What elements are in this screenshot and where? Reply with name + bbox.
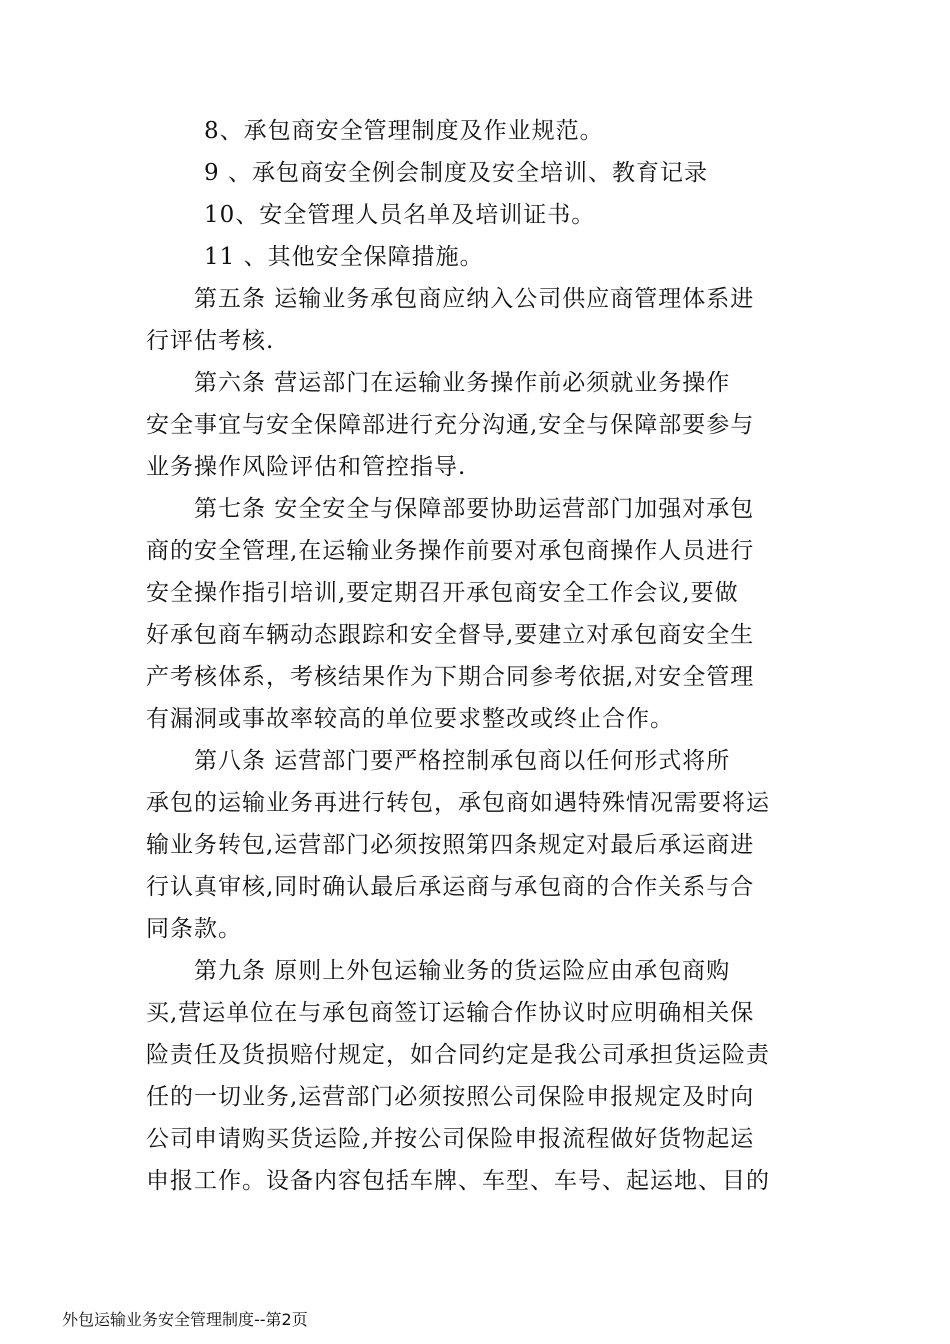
article-6-line-2: 安全事宜与安全保障部进行充分沟通,安全与保障部要参与 [146,412,755,438]
article-8-line-4: 行认真审核,同时确认最后承运商与承包商的合作关系与合 [146,874,755,900]
article-8-line-3: 输业务转包,运营部门必须按照第四条规定对最后承运商进 [146,832,755,858]
page-footer: 外包运输业务安全管理制度--第2页 [62,1310,308,1329]
list-item-11: 11 、其他安全保障措施。 [204,244,484,270]
article-7-line-4: 好承包商车辆动态跟踪和安全督导,要建立对承包商安全生 [146,622,755,648]
article-9-line-4: 任的一切业务,运营部门必须按照公司保险申报规定及时向 [146,1084,755,1110]
article-9-line-6: 申报工作。设备内容包括车牌、车型、车号、起运地、目的 [146,1168,770,1194]
article-6-line-1: 第六条 营运部门在运输业务操作前必须就业务操作 [194,370,731,396]
article-9-line-3: 险责任及货损赔付规定，如合同约定是我公司承担货运险责 [146,1042,770,1068]
list-item-10: 10、安全管理人员名单及培训证书。 [204,202,596,228]
article-7-line-1: 第七条 安全安全与保障部要协助运营部门加强对承包 [194,496,755,522]
article-7-line-5: 产考核体系，考核结果作为下期合同参考依据,对安全管理 [146,664,755,690]
article-8-line-5: 同条款。 [146,916,242,942]
article-5-line-1: 第五条 运输业务承包商应纳入公司供应商管理体系进 [194,286,755,312]
list-item-9: 9 、承包商安全例会制度及安全培训、教育记录 [204,160,708,186]
article-7-line-2: 商的安全管理,在运输业务操作前要对承包商操作人员进行 [146,538,755,564]
article-9-line-1: 第九条 原则上外包运输业务的货运险应由承包商购 [194,958,731,984]
article-9-line-5: 公司申请购买货运险,并按公司保险申报流程做好货物起运 [146,1126,755,1152]
article-8-line-2: 承包的运输业务再进行转包，承包商如遇特殊情况需要将运 [146,790,770,816]
document-body [146,110,806,1202]
article-5-line-2: 行评估考核. [146,328,275,354]
article-7-line-3: 安全操作指引培训,要定期召开承包商安全工作会议,要做 [146,580,739,606]
list-item-8: 8、承包商安全管理制度及作业规范。 [204,118,604,144]
article-9-line-2: 买,营运单位在与承包商签订运输合作协议时应明确相关保 [146,1000,755,1026]
article-6-line-3: 业务操作风险评估和管控指导. [146,454,467,480]
article-8-line-1: 第八条 运营部门要严格控制承包商以任何形式将所 [194,748,731,774]
article-7-line-6: 有漏洞或事故率较高的单位要求整改或终止合作。 [146,706,674,732]
